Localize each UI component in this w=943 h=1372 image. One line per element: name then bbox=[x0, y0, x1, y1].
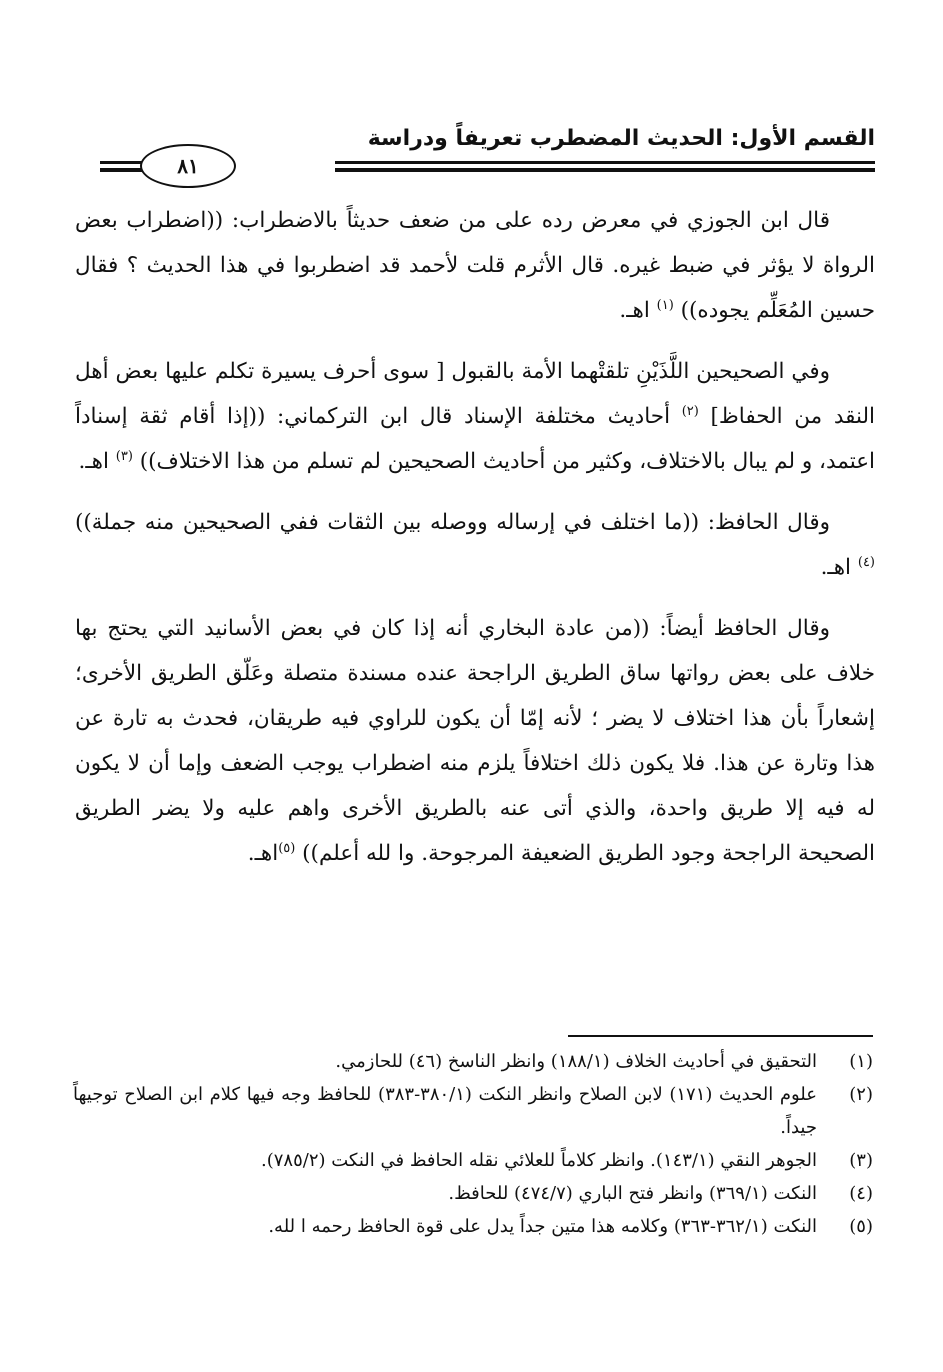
footnote bbox=[73, 1210, 873, 1243]
footnote-text: النكت (٣٦٢/١-٣٦٣) وكلامه هذا متين جداً يدل على قوة الحافظ رحمه ا لله. bbox=[268, 1216, 817, 1237]
paragraph-text: وقال الحافظ أيضاً: ((من عادة البخاري أنه إذا كان في بعض الأسانيد التي يحتج بها خلاف على بعض رواتها ساق الطريق الراجحة عنده مسندة متصلة وعَلّق الطريق الأخرى؛ إشعاراً بأن هذا اختلاف لا يضر ؛ لأنه إمّا أن يكون للراوي فيه طريقان، فحدث به تارة عن هذا وتارة عن هذا. فلا يكون ذلك اختلافاً يلزم منه اضطراب يوجب الضعف وإما أن لا يكون له فيه إلا طريق واحدة، والذي أتى عنه بالطريق الأخرى واهم عليه ولا يضر الطريق الصحيحة الراجحة وجود الطريق الضعيفة المرجوحة. وا لله أعلم)) bbox=[75, 616, 875, 866]
main-text bbox=[75, 198, 875, 892]
footnote-separator bbox=[568, 1035, 873, 1037]
paragraph bbox=[75, 500, 875, 590]
paragraph-suffix: اهـ. bbox=[247, 841, 279, 866]
header-rule-left-top bbox=[100, 161, 142, 164]
paragraph-text: وفي الصحيحين اللَّذَيْنِ تلقتْهما الأمة بالقبول [ سوى أحرف يسيرة تكلم عليها بعض أهل النقد من الحفاظ] bbox=[75, 359, 876, 429]
footnote-text: علوم الحديث (١٧١) لابن الصلاح وانظر النكت (٣٨٠/١-٣٨٣) للحافظ وجه فيها كلام ابن الصلاح توجيهاً جيداً. bbox=[73, 1084, 817, 1138]
paragraph-text: وقال الحافظ: ((ما اختلف في إرساله ووصله بين الثقات ففي الصحيحين منه جملة)) bbox=[75, 510, 830, 535]
footnote-ref: (١) bbox=[656, 297, 674, 313]
header-rule-top bbox=[335, 161, 875, 164]
paragraph bbox=[75, 349, 875, 484]
paragraph-suffix: اهـ. bbox=[78, 449, 116, 474]
page-header bbox=[100, 118, 875, 188]
header-rule-bottom bbox=[335, 168, 875, 172]
paragraph bbox=[75, 606, 875, 876]
footnote bbox=[73, 1177, 873, 1210]
running-title: القسم الأول: الحديث المضطرب تعريفاً ودراسة bbox=[367, 126, 875, 151]
footnote-number: (٣) bbox=[849, 1150, 873, 1171]
footnote-ref: (٣) bbox=[115, 448, 133, 464]
footnotes bbox=[73, 1045, 873, 1243]
footnote-ref: (٢) bbox=[681, 403, 699, 419]
footnote-text: الجوهر النقي (١٤٣/١). وانظر كلاماً للعلائي نقله الحافظ في النكت (٧٨٥/٢). bbox=[261, 1150, 817, 1171]
paragraph-suffix: اهـ. bbox=[619, 298, 657, 323]
paragraph-suffix: اهـ. bbox=[820, 555, 858, 580]
footnote-number: (٢) bbox=[849, 1084, 873, 1105]
footnote-number: (٥) bbox=[849, 1216, 873, 1237]
paragraph-text-continued: أحاديث مختلفة الإسناد قال ابن التركماني: ((إذا أقام ثقة إسناداً اعتمد، و لم يبال بالاختلاف، وكثير من أحاديث الصحيحين لم تسلم من هذا الاختلاف)) bbox=[75, 404, 875, 474]
footnote bbox=[73, 1078, 873, 1144]
footnote-number: (١) bbox=[849, 1051, 873, 1072]
paragraph bbox=[75, 198, 875, 333]
footnote-ref: (٤) bbox=[857, 554, 875, 570]
footnote-text: التحقيق في أحاديث الخلاف (١٨٨/١) وانظر الناسخ (٤٦) للحازمي. bbox=[335, 1051, 817, 1072]
footnote bbox=[73, 1045, 873, 1078]
footnote-ref: (٥) bbox=[278, 840, 296, 856]
footnote-text: النكت (٣٦٩/١) وانظر فتح الباري (٤٧٤/٧) للحافظ. bbox=[448, 1183, 817, 1204]
footnote-number: (٤) bbox=[849, 1183, 873, 1204]
footnote bbox=[73, 1144, 873, 1177]
paragraph-text: قال ابن الجوزي في معرض رده على من ضعف حديثاً بالاضطراب: ((اضطراب بعض الرواة لا يؤثر في ضبط غيره. قال الأثرم قلت لأحمد قد اضطربوا في هذا الحديث ؟ فقال حسين المُعَلِّم يجوده)) bbox=[75, 208, 875, 323]
header-rule-left-bottom bbox=[100, 168, 142, 172]
page-number: ٨١ bbox=[140, 144, 236, 188]
